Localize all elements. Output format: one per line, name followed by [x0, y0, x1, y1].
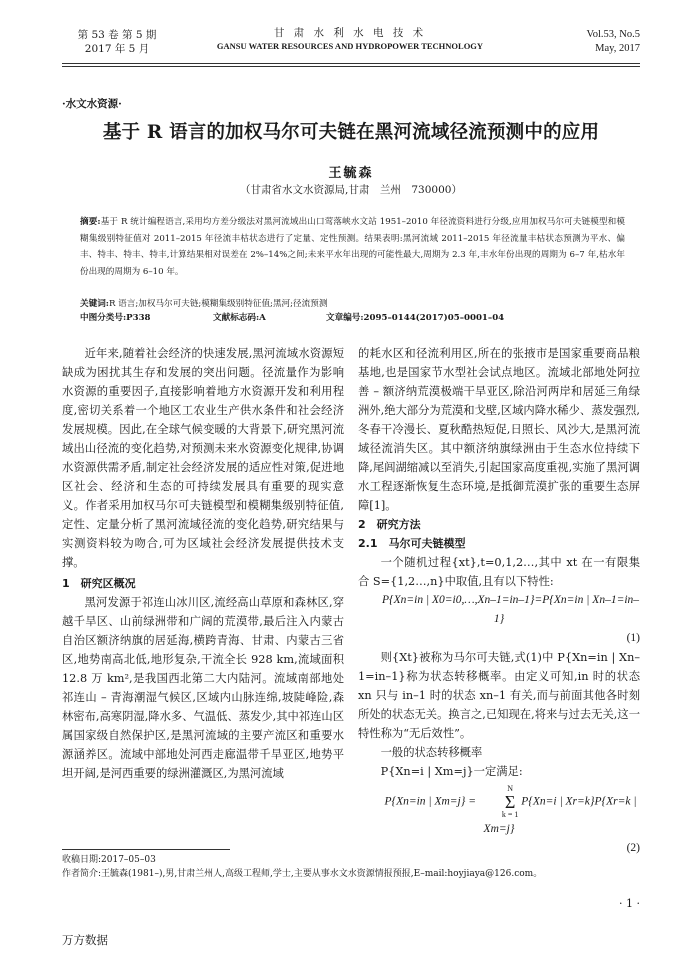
- header-volume: 第 53 卷 第 5 期: [77, 29, 157, 41]
- equation-1-number: (1): [626, 632, 640, 644]
- keywords: [80, 297, 625, 312]
- summation-lower: k = 1: [501, 810, 519, 819]
- clc-number: 中图分类号:P338: [80, 313, 151, 323]
- document-code: 文献标志码:A: [213, 313, 266, 323]
- header-rule-thick: [62, 63, 640, 64]
- classification-line: [80, 311, 625, 326]
- abstract-label: 摘要:: [80, 217, 101, 227]
- equation-2-rhs: P{Xn=i | Xr=k}P{Xr=k | Xm=j}: [483, 795, 637, 835]
- summation-upper: N: [507, 784, 514, 793]
- article-number: 文章编号:2095–0144(2017)05–0001–04: [326, 313, 505, 323]
- keywords-label: 关键词:: [80, 299, 109, 309]
- transition-prob-condition: P{Xn=i | Xm=j}一定满足:: [380, 765, 523, 778]
- equation-2-number: (2): [626, 842, 640, 854]
- section-2-heading: 2 研究方法: [358, 518, 421, 531]
- journal-volume-en: [520, 28, 640, 56]
- summation-symbol: [479, 784, 519, 820]
- transition-prob-intro: 一般的状态转移概率: [380, 746, 483, 759]
- body-left-column: [62, 344, 344, 783]
- header-rule-thin: [62, 66, 640, 67]
- journal-name-cn: 甘 肃 水 利 水 电 技 术: [273, 27, 427, 39]
- paper-title: 基于 R 语言的加权马尔可夫链在黑河流域径流预测中的应用: [102, 122, 600, 143]
- section-1-heading: 1 研究区概况: [62, 577, 136, 590]
- header-vol-en: Vol.53, No.5: [586, 29, 640, 40]
- header-date-en: May, 2017: [595, 43, 640, 54]
- summation-sigma: Σ: [504, 792, 516, 812]
- header-date: 2017 年 5 月: [84, 43, 150, 55]
- equation-1: P{Xn=in | X0=i0,…,Xn–1=in–1}=P{Xn=in | Xn–1=in–1}: [381, 594, 640, 625]
- journal-name-en: GANSU WATER RESOURCES AND HYDROPOWER TECHNOLOGY: [216, 41, 484, 51]
- intro-paragraph: 近年来,随着社会经济的快速发展,黑河流域水资源短缺成为困扰其生存和发展的突出问题。径流量作为影响水资源的重要因子,直接影响着地方水资源开发和利用程度,密切关系着一个地区工农业生产供水条件和社会经济发展规模。因此,在全球气候变暖的大背景下,研究黑河流域出山径流的变化趋势,对预测未来水资源变化规律,协调水资源供需矛盾,制定社会经济发展的适应性对策,促进地区社会、经济和生态的可持续发展具有重要的现实意义。作者采用加权马尔可夫链模型和模糊集级别特征值,定性、定量分析了黑河流域径流的变化趋势,研究结果与实测资料较为吻合,可为区域社会经济发展提供技术支撑。: [62, 347, 344, 569]
- author-name: 王毓森: [328, 166, 374, 181]
- author-bio: 作者简介:王毓森(1981–),男,甘肃兰州人,高级工程师,学士,主要从事水文水资源情报预报,E–mail:hoyjiaya@126.com。: [62, 869, 543, 879]
- section-2-1-heading: 2.1 马尔可夫链模型: [358, 537, 466, 550]
- markov-definition: 一个随机过程{xt},t=0,1,2…,其中 xt 在一有限集合 S={1,2…,n}中取值,且有以下特性:: [358, 556, 640, 588]
- journal-volume-issue: [62, 28, 172, 56]
- equation-2: [358, 784, 640, 839]
- keywords-text: R 语言;加权马尔可夫链;模糊集级别特征值;黑河;径流预测: [108, 299, 328, 309]
- equation-2-lhs: P{Xn=in | Xm=j} =: [384, 795, 476, 808]
- footnote-rule: [62, 849, 230, 850]
- section-1-paragraph: 黑河发源于祁连山冰川区,流经高山草原和森林区,穿越千旱区、山前绿洲带和广阔的荒漠带,最后注入内蒙古自治区额济纳旗的居延海,横跨青海、甘肃、内蒙古三省区,地势南高北低,地形复杂,干流全长 928 km,流域面积 12.8 万 km²,是我国西北第二大内陆河。流域南部地处祁连山 – 青海潮湿气候区,区域内山脉连绵,坡陡峰险,森林密布,高寒阴湿,降水多、气温低、蒸发少,其中祁连山区属国家级自然保护区,是黑河流域的主要产流区和重要水源涵养区。流域中部地处河西走廊温带千旱亚区,地势平坦开阔,是河西重要的绿洲灌溉区,为黑河流域: [62, 596, 344, 780]
- markov-explanation: 则{Xt}被称为马尔可夫链,式(1)中 P{Xn=in | Xn–1=in–1}称为状态转移概率。由定义可知,in 时的状态 xn 只与 in–1 时的状态 xn–1 有关,而与前面其他各时刻所处的状态无关。换言之,已知现在,将来与过去无关,这一特性称为“无后效性”。: [358, 651, 640, 740]
- abstract-text: 基于 R 统计编程语言,采用均方差分级法对黑河流域出山口莺落峡水文站 1951–2010 年径流资料进行分级,应用加权马尔可夫链模型和模糊集级别特征值对 2011–2015 年径流丰枯状态进行了定量、定性预测。结果表明:黑河流域 2011–2015 年径流量丰枯状态预测为平水、偏丰、特丰、特丰、特丰,计算结果相对误差在 2%–14%之间;未来平水年出现的可能性最大,周期为 2.3 年,丰水年份出现的周期为 6–7 年,枯水年份出现的周期为 6–10 年。: [80, 217, 625, 277]
- column-tag: ·水文水资源·: [62, 98, 122, 110]
- author-affiliation: （甘肃省水文水资源局,甘肃 兰州 730000）: [240, 184, 462, 196]
- page-number: · 1 ·: [619, 897, 640, 910]
- body-right-column: [358, 344, 640, 858]
- journal-name: [200, 26, 500, 53]
- database-brand: 万方数据: [62, 933, 108, 947]
- abstract: [80, 214, 625, 280]
- continued-paragraph: 的耗水区和径流利用区,所在的张掖市是国家重要商品粮基地,也是国家节水型社会试点地区。流域北部地处阿拉善 – 额济纳荒漠极端干旱亚区,除沿河两岸和居延三角绿洲外,绝大部分为荒漠和戈壁,区域内降水稀少、蒸发强烈,冬春干冷漫长、夏秋酷热短促,日照长、风沙大,是黑河流域径流消失区。其中额济纳旗绿洲由于生态水位持续下降,尾闾湖缩减以至消失,引起国家高度重视,实施了黑河调水工程逐渐恢复生态环境,是抵御荒漠扩张的重要生态屏障[1]。: [358, 347, 640, 512]
- received-date: 收稿日期:2017–05–03: [62, 855, 156, 865]
